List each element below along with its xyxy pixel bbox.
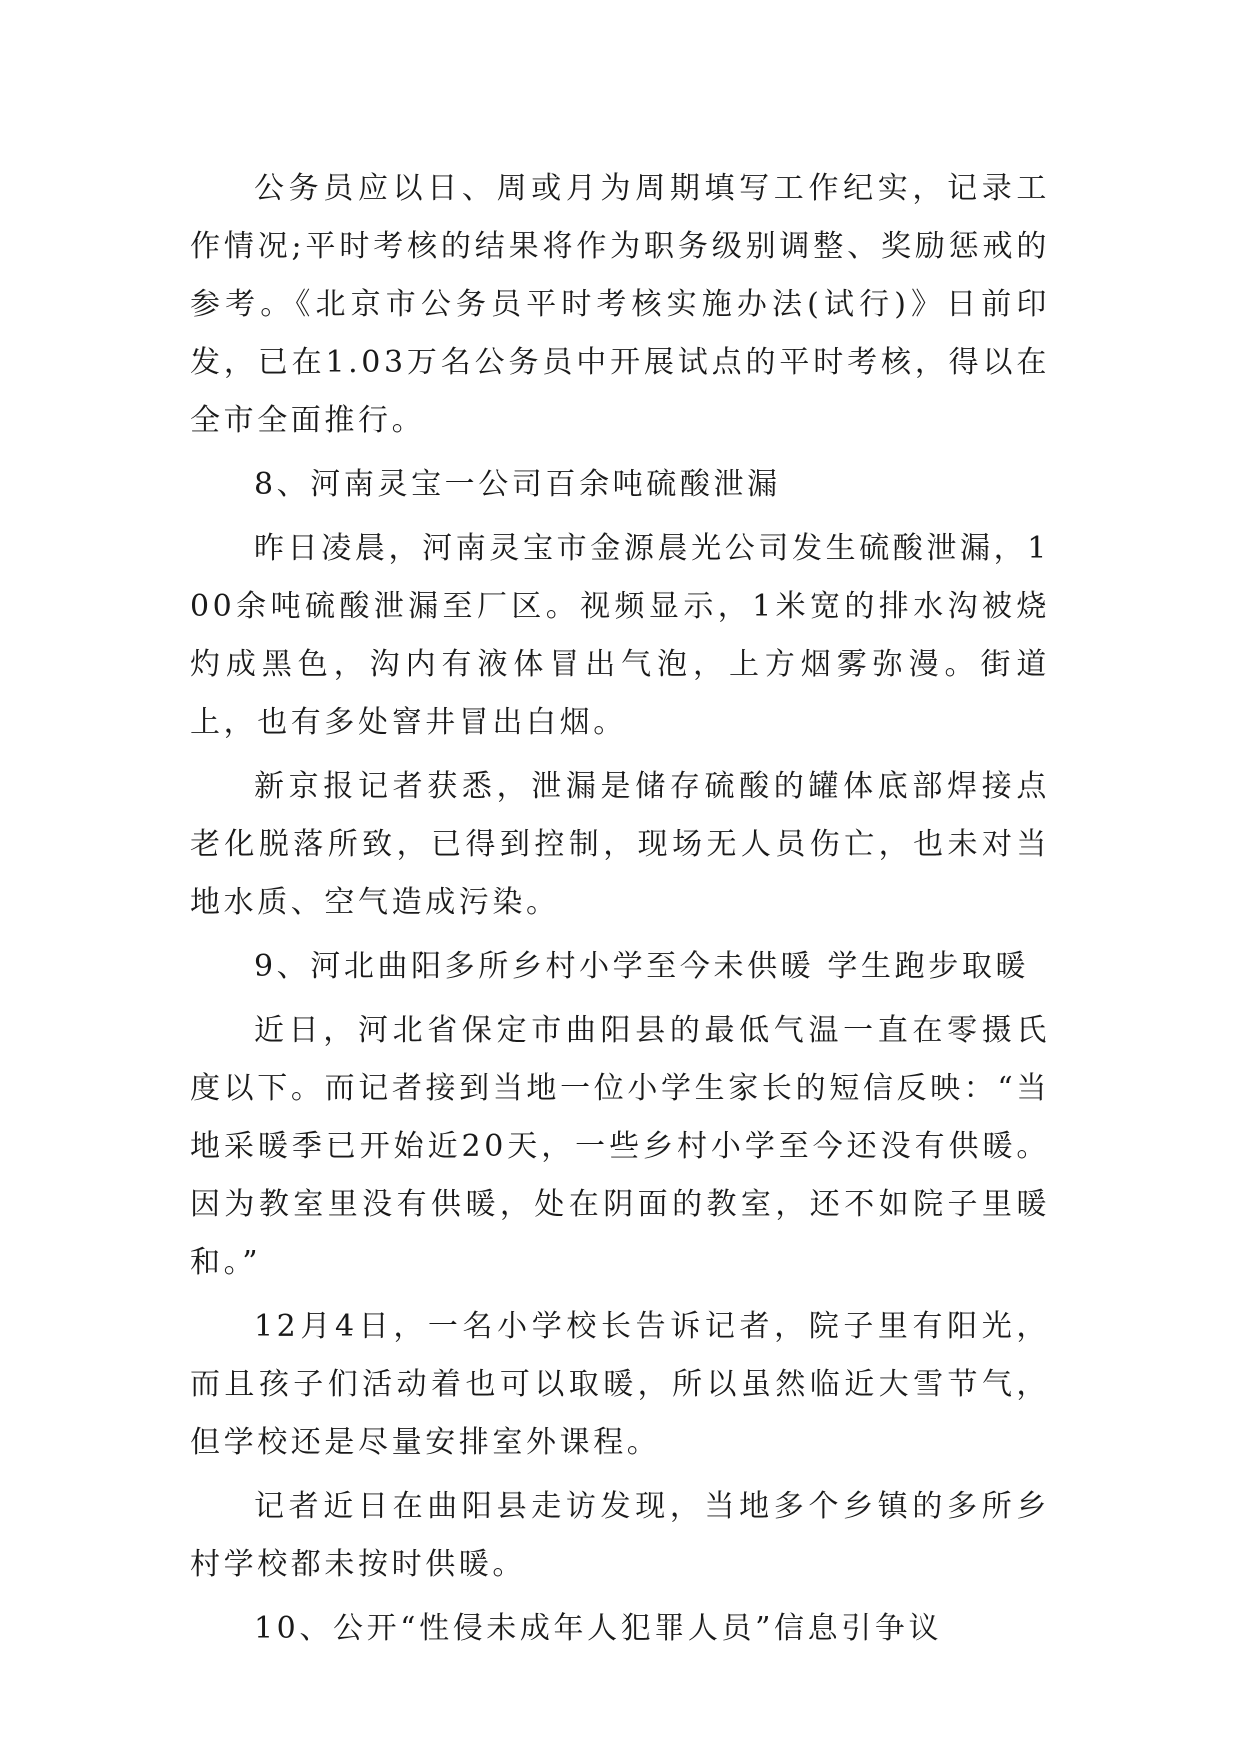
- paragraph-civil-servant-assessment: 公务员应以日、周或月为周期填写工作纪实，记录工作情况;平时考核的结果将作为职务级别调整、奖励惩戒的参考。《北京市公务员平时考核实施办法(试行)》日前印发，已在1.03万名公务员中开展试点的平时考核，得以在全市全面推行。: [190, 171, 1050, 438]
- paragraph-no-heating: 近日，河北省保定市曲阳县的最低气温一直在零摄氏度以下。而记者接到当地一位小学生家长的短信反映：“当地采暖季已开始近20天，一些乡村小学至今还没有供暖。因为教室里没有供暖，处在阴面的教室，还不如院子里暖和。”: [190, 1013, 1050, 1280]
- paragraph-reporter-visit: 记者近日在曲阳县走访发现，当地多个乡镇的多所乡村学校都未按时供暖。: [190, 1489, 1050, 1582]
- paragraph-acid-leak-cause: 新京报记者获悉，泄漏是储存硫酸的罐体底部焊接点老化脱落所致，已得到控制，现场无人员伤亡，也未对当地水质、空气造成污染。: [190, 769, 1050, 920]
- paragraph-acid-leak: 昨日凌晨，河南灵宝市金源晨光公司发生硫酸泄漏，100余吨硫酸泄漏至厂区。视频显示，1米宽的排水沟被烧灼成黑色，沟内有液体冒出气泡，上方烟雾弥漫。街道上，也有多处窨井冒出白烟。: [190, 531, 1050, 740]
- heading-item-8: 8、河南灵宝一公司百余吨硫酸泄漏: [254, 467, 781, 502]
- heading-item-9: 9、河北曲阳多所乡村小学至今未供暖 学生跑步取暖: [254, 949, 1030, 984]
- paragraph-principal-comment: 12月4日，一名小学校长告诉记者，院子里有阳光，而且孩子们活动着也可以取暖，所以虽然临近大雪节气，但学校还是尽量安排室外课程。: [190, 1309, 1050, 1460]
- heading-item-10: 10、公开“性侵未成年人犯罪人员”信息引争议: [254, 1611, 943, 1646]
- document-body: [190, 160, 1050, 1658]
